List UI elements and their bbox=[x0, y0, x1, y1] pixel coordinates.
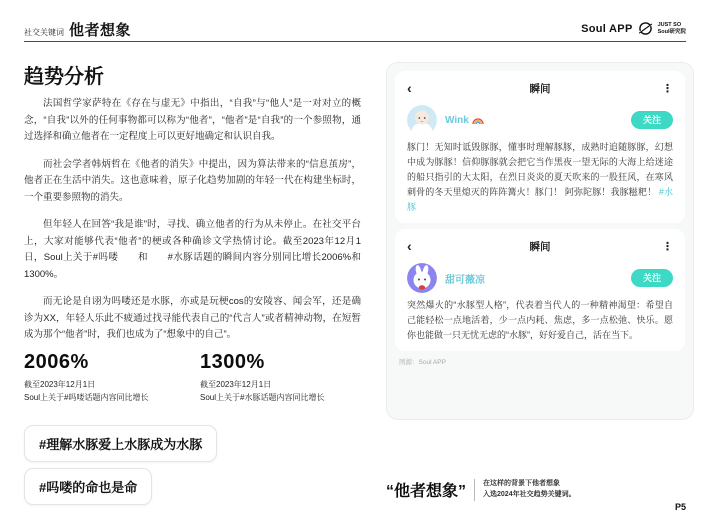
post-nav-bar bbox=[407, 237, 673, 255]
trend-analysis-body bbox=[24, 96, 361, 355]
header-tag: 社交关键词 bbox=[24, 28, 64, 37]
username-text: 甜可薇凉 bbox=[445, 274, 485, 286]
brand-name: Soul APP bbox=[581, 22, 633, 35]
brand-sub-line1: JUST SO bbox=[657, 22, 682, 28]
user-row bbox=[407, 263, 673, 293]
more-icon[interactable]: ⋮ bbox=[662, 82, 673, 95]
post-hashtag-link[interactable]: #水豚 bbox=[407, 187, 673, 212]
post-text-body: 突然爆火的“水豚型人格”，代表着当代人的一种精神渴望：希望自己能轻松一点地活着，少一点内耗、焦虑，多一点松弛、快乐。愿你也能做一只无忧无虑的“水豚”，好好爱自己，活在当下。 bbox=[407, 300, 673, 340]
stat-value: 2006% bbox=[24, 351, 89, 373]
paragraph-2: 而社会学者韩炳哲在《他者的消失》中提出，因为算法带来的“信息茧房”，他者正在生活中消失。这也意味着，原子化趋势加剧的年轻一代在构建坐标时，一个重要参照物的消失。 bbox=[24, 158, 362, 203]
header-divider bbox=[24, 41, 686, 42]
post-text-body: 豚门！无知时诋毁豚豚，懂事时理解豚豚，成熟时追随豚豚，幻想中成为豚豚！信仰豚豚就会把它当作黑夜一望无际的大海上给迷途的船只指引的大太阳，在烈日炎炎的夏天吹来的一股狂风，在寒风刺骨的冬天里熄灭的阵阵篝火！豚门！ 阿弥陀豚！我豚糍粑！ bbox=[407, 142, 673, 197]
nav-title: 瞬间 bbox=[529, 240, 551, 253]
more-icon[interactable]: ⋮ bbox=[662, 240, 673, 253]
stats-row bbox=[24, 351, 376, 404]
quote-divider bbox=[474, 479, 475, 501]
image-source-caption: 图源：Soul APP bbox=[399, 359, 446, 366]
moment-post-2 bbox=[395, 229, 685, 351]
follow-button[interactable]: 关注 bbox=[631, 269, 673, 287]
paragraph-3: 但年轻人在回答“我是谁”时，寻找、确立他者的行为从未停止。在社交平台上，大家对能够代表“他者”的梗或各种确诊文学热情讨论。截至2023年12月1日，Soul上关于#吗喽 和 #水豚话题的瞬间内容分别同比增长2006%和1300%。 bbox=[24, 219, 361, 280]
follow-button[interactable]: 关注 bbox=[631, 111, 673, 129]
moment-post-1 bbox=[395, 71, 685, 223]
stat-value: 1300% bbox=[200, 351, 265, 373]
username[interactable] bbox=[445, 115, 484, 126]
brand-subtext bbox=[658, 22, 686, 35]
back-icon[interactable]: ‹ bbox=[407, 238, 412, 254]
quote-text: “他者想象” bbox=[386, 483, 467, 500]
brand-block bbox=[581, 21, 686, 36]
footer-quote-block bbox=[386, 478, 576, 501]
stat-caption-line1: 截至2023年12月1日 bbox=[200, 380, 272, 389]
app-screenshot-card bbox=[386, 62, 694, 420]
brand-sub-line2: Soul研究院 bbox=[657, 28, 686, 35]
hashtag-pill-capybara: #理解水豚爱上水豚成为水豚 bbox=[24, 425, 217, 462]
soul-logo-icon bbox=[638, 21, 653, 36]
stat-caption-line2: Soul上关于#吗喽话题内容同比增长 bbox=[24, 393, 149, 402]
avatar[interactable] bbox=[407, 105, 437, 135]
username[interactable] bbox=[445, 271, 485, 286]
page-number: P5 bbox=[674, 502, 686, 512]
username-text: Wink bbox=[445, 114, 469, 126]
stat-capybara bbox=[200, 351, 376, 404]
section-title: 趋势分析 bbox=[24, 66, 104, 88]
post-text bbox=[407, 140, 673, 215]
post-nav-bar bbox=[407, 79, 673, 97]
quote-note-line1: 在这样的背景下他者想象 bbox=[483, 480, 561, 487]
post-text bbox=[407, 298, 673, 343]
stat-caption bbox=[24, 378, 200, 404]
stat-caption-line2: Soul上关于#水豚话题内容同比增长 bbox=[200, 393, 325, 402]
quote-note bbox=[483, 479, 576, 500]
stat-mallow bbox=[24, 351, 200, 404]
stat-caption bbox=[200, 378, 376, 404]
avatar[interactable] bbox=[407, 263, 437, 293]
stat-caption-line1: 截至2023年12月1日 bbox=[24, 380, 96, 389]
back-icon[interactable]: ‹ bbox=[407, 80, 412, 96]
paragraph-1: 法国哲学家萨特在《存在与虚无》中指出，“自我”与“他人”是一对对立的概念，“自我”以外的任何事物都可以称为“他者”，“他者”是“自我”的一个参照物，通过选择和确立他者在一定程度上可以更好地确定和认识自我。 bbox=[24, 98, 361, 142]
page-header bbox=[24, 19, 131, 40]
nav-title: 瞬间 bbox=[529, 82, 551, 95]
quote-note-line2: 入选2024年社交趋势关键词。 bbox=[483, 490, 576, 498]
user-row bbox=[407, 105, 673, 135]
page-title: 他者想象 bbox=[69, 22, 132, 39]
paragraph-4: 而无论是自诩为吗喽还是水豚，亦或是玩梗cos的安陵容、闻会军，还是确诊为XX，年轻人乐此不疲通过找寻能代表自己的“代言人”或者精神动物，在短暂成为那个“他者”时，我们也成为了“想象中的自己”。 bbox=[24, 296, 361, 340]
rainbow-icon bbox=[472, 116, 484, 124]
hashtag-pill-mallow: #吗喽的命也是命 bbox=[24, 468, 152, 505]
